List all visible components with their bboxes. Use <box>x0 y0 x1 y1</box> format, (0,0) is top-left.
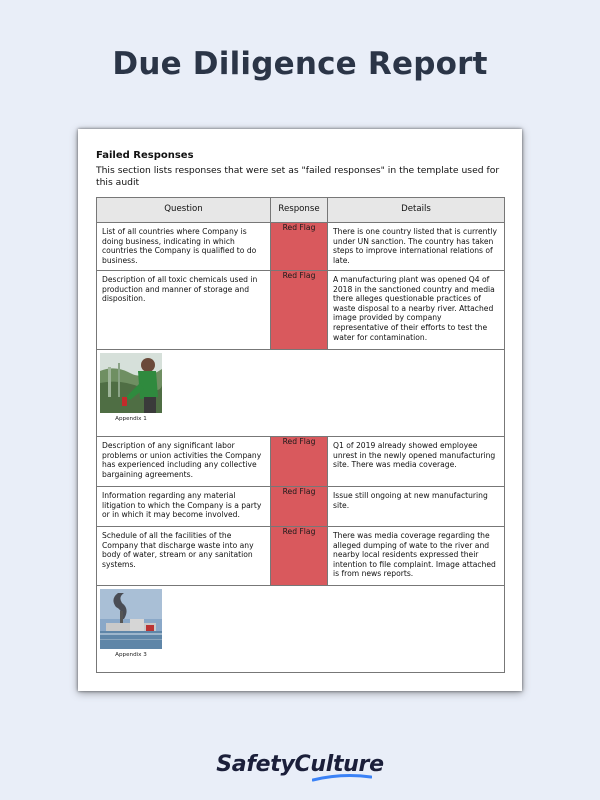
appendix-1[interactable] <box>97 350 162 425</box>
water-testing-photo <box>100 353 162 413</box>
details-cell: Q1 of 2019 already showed employee unrest in the newly opened manufacturing site. There was media coverage. <box>333 441 496 470</box>
details-cell: A manufacturing plant was opened Q4 of 2018 in the sanctioned country and media there alleges questionable practices of waste disposal to a nearby river. Attached image provided by company representative of their efforts to test the water for contamination. <box>333 275 495 342</box>
appendix-3[interactable] <box>97 586 162 661</box>
red-flag-badge: Red Flag <box>271 527 328 586</box>
section-title: Failed Responses <box>96 150 194 161</box>
red-flag-badge: Red Flag <box>271 437 328 487</box>
table-header-row <box>97 198 505 223</box>
question-cell: Information regarding any material litigation to which the Company is a party or in which it may become involved. <box>102 491 262 520</box>
section-description: This section lists responses that were set as "failed responses" in the template used for this audit <box>96 165 500 188</box>
logo-swoosh-icon <box>312 774 372 782</box>
table-row <box>97 437 505 487</box>
column-header-details: Details <box>328 198 505 223</box>
red-flag-badge: Red Flag <box>271 223 328 271</box>
table-row <box>97 527 505 586</box>
details-cell: There was media coverage regarding the alleged dumping of wate to the river and nearby local residents expressed their intention to file complaint. Image attached is from news reports. <box>333 531 496 579</box>
question-cell: List of all countries where Company is doing business, indicating in which countries the Company is qualified to do business. <box>102 227 257 265</box>
table-row <box>97 487 505 527</box>
red-flag-badge: Red Flag <box>271 271 328 350</box>
page-title: Due Diligence Report <box>112 46 488 82</box>
brand-name: SafetyCulture <box>216 752 384 777</box>
report-document <box>78 129 522 691</box>
details-cell: Issue still ongoing at new manufacturing site. <box>333 491 488 510</box>
appendix-caption: Appendix 1 <box>115 416 147 422</box>
table-row <box>97 223 505 271</box>
column-header-question: Question <box>97 198 271 223</box>
brand-logo <box>0 752 600 777</box>
details-cell: There is one country listed that is currently under UN sanction. The country has taken steps to improve international relations of late. <box>333 227 498 265</box>
appendix-caption: Appendix 3 <box>115 652 147 658</box>
appendix-row <box>97 586 505 673</box>
appendix-row <box>97 350 505 437</box>
question-cell: Description of any significant labor problems or union activities the Company has experienced including any collective bargaining agreements. <box>102 441 262 479</box>
question-cell: Schedule of all the facilities of the Company that discharge waste into any body of water, stream or any sanitation systems. <box>102 531 254 569</box>
table-row <box>97 271 505 350</box>
red-flag-badge: Red Flag <box>271 487 328 527</box>
failed-responses-table <box>96 197 505 673</box>
factory-photo <box>100 589 162 649</box>
question-cell: Description of all toxic chemicals used in production and manner of storage and disposition. <box>102 275 258 304</box>
column-header-response: Response <box>271 198 328 223</box>
